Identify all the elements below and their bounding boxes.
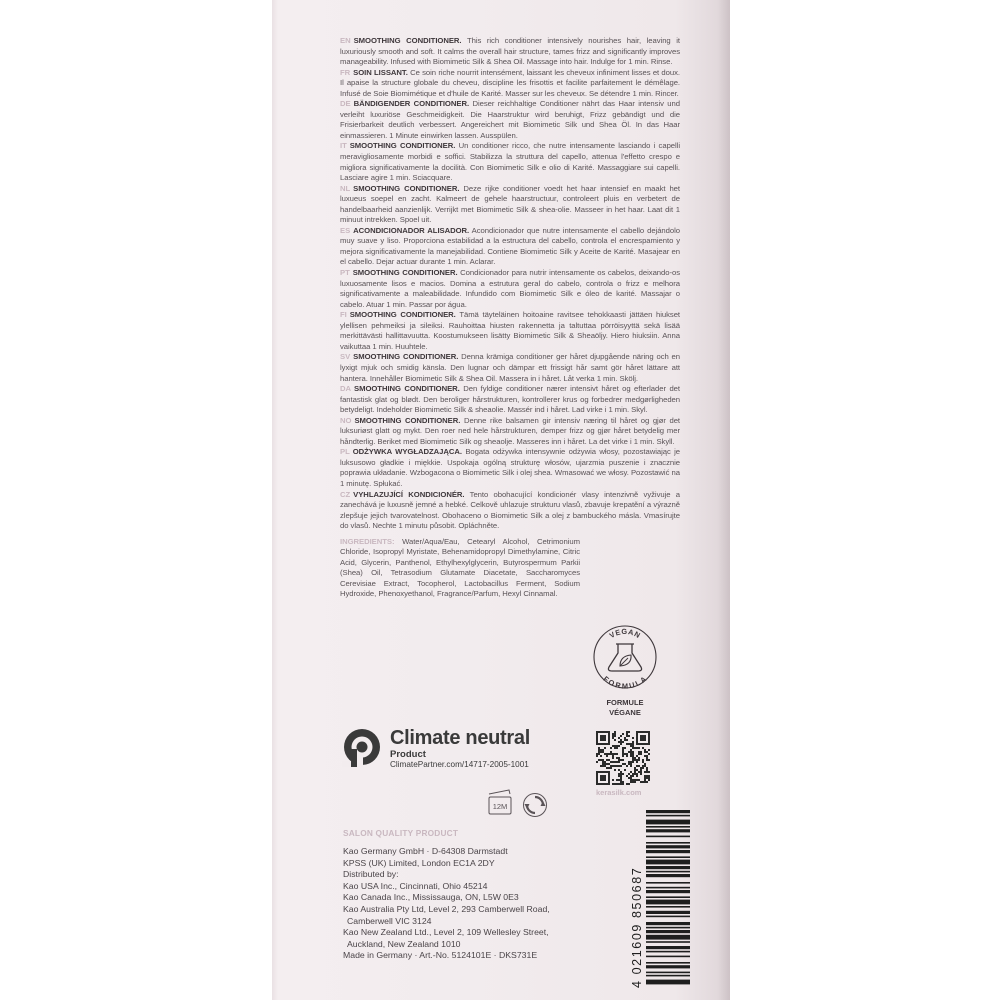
language-code: ES	[340, 225, 351, 235]
instruction-text: Den fyldige conditioner nærer intensivt håret og efterlader det fantastisk glat og blødt. Den beroliger hårstrukturen, kontrollerer krus og forbedrer medgørligheden betydeligt. Indeholder Biomimetic Silk & sheaolie. Massér ind i håret. Lad virke i 1 min. Skyl.	[340, 384, 680, 415]
instruction-paragraph	[340, 352, 680, 384]
manufacturer-address	[343, 846, 603, 962]
instruction-text: Tento obohacující kondicionér vlasy intenzivně vyživuje a zanechává je luxusně jemné a hebké. Celkově uhlazuje strukturu vlasů, zbavuje krepatění a výrazně zlepšuje jejich tvarovatelnost. Obohaceno o Biomimetic Silk a olej z bambuckého másla. Vmasírujte do vlasů. Nechte 1 minutu působit. Opláchněte.	[340, 489, 680, 531]
climate-title: Climate neutral	[390, 727, 530, 749]
language-code: DE	[340, 99, 351, 109]
product-name: SMOOTHING CONDITIONER.	[353, 352, 459, 362]
climate-neutral-label	[340, 725, 580, 773]
address-line: Kao Canada Inc., Mississauga, ON, L5W 0E3	[343, 892, 519, 903]
instruction-text: Ce soin riche nourrit intensément, laissant les cheveux infiniment lisses et doux. Il apaise la structure globale du cheveu, discipline les frisottis et facilite parfaitement le démêlage. Infusé de Soie Biomimétique et d'huile de Karité. Masser sur les cheveux. Se détendre 1 min. Rincer.	[340, 67, 680, 98]
address-line: Auckland, New Zealand 1010	[347, 938, 461, 949]
pao-label: 12M	[492, 802, 508, 811]
instruction-paragraph	[340, 184, 680, 226]
address-line: Camberwell VIC 3124	[347, 915, 432, 926]
instruction-paragraph	[340, 447, 680, 489]
instruction-text: Condicionador para nutrir intensamente os cabelos, deixando-os luxuosamente lisos e macios. Domina a estrutura geral do cabelo, controla o frizz e melhora significativamente a maleabilidade. Infundido com Biomimetic Silk e óleo de karité. Massajar o cabelo. Atuar 1 min. Passar por água.	[340, 268, 681, 309]
language-code: IT	[340, 141, 347, 151]
instruction-paragraph	[340, 310, 680, 352]
vegan-french-label	[590, 698, 660, 717]
product-name: ACONDICIONADOR ALISADOR.	[353, 225, 470, 235]
ean-barcode	[628, 806, 692, 990]
language-code: PT	[340, 268, 350, 278]
language-code: FR	[340, 67, 351, 77]
vegan-top-text: VEGAN	[607, 626, 643, 641]
language-code: EN	[340, 36, 351, 45]
address-line: Distributed by:	[343, 869, 399, 880]
instruction-paragraph	[340, 141, 680, 183]
instruction-paragraph	[340, 226, 680, 268]
brand-url: kerasilk.com	[596, 788, 642, 797]
climate-subtitle: Product	[390, 749, 426, 760]
product-name: SMOOTHING CONDITIONER.	[349, 310, 456, 320]
address-line: Kao New Zealand Ltd., Level 2, 109 Wellesley Street,	[343, 927, 549, 938]
product-name: VYHLAZUJÍCÍ KONDICIONÉR.	[353, 489, 465, 499]
instruction-paragraph	[340, 68, 680, 100]
vegan-bottom-text: FORMULA	[601, 674, 649, 691]
product-name: SMOOTHING CONDITIONER.	[349, 141, 456, 151]
svg-text:FORMULA	[601, 674, 648, 690]
climate-url: ClimatePartner.com/14717-2005-1001	[390, 760, 529, 769]
language-code: SV	[340, 352, 351, 362]
instruction-text: Denne rike balsamen gir intensiv næring til håret og gjør det luksuriøst glatt og mykt. Den roer ned hele hårstrukturen, demper frizz og gjør håret betydelig mer håndterlig. Beriket med Biomimetic Silk og sheaolje. Masseres inn i håret. La det virke i 1 min. Skyll.	[340, 415, 681, 446]
vegan-flask-leaf-icon	[590, 622, 660, 692]
instruction-text: Bogata odżywka intensywnie odżywia włosy, pozostawiając je luksusowo gładkie i miękkie. Uspokaja ogólną strukturę włosów, ujarzmia puszenie i znacznie poprawia układanie. Wzbogacona o Biomimetic Silk i olej shea. Wmasować we włosy. Pozostawić na 1 minutę. Spłukać.	[340, 447, 680, 488]
ingredients-label: INGREDIENTS:	[340, 536, 395, 546]
instruction-text: Un conditioner ricco, che nutre intensamente lasciando i capelli meravigliosamente morbidi e soffici. Stabilizza la struttura del capello, attenua l'effetto crespo e migliora significativamente la docilità. Con Biomimetic Silk e olio di Karité. Massaggiare sui capelli. Lasciare agire 1 min. Sciacquare.	[340, 141, 680, 183]
language-code: NO	[340, 415, 352, 425]
address-line: Made in Germany · Art.-No. 5124101E · DKS731E	[343, 950, 538, 961]
barcode-number: 4 021609 850687	[630, 866, 644, 988]
language-code: CZ	[340, 489, 351, 499]
ingredients-text: Water/Aqua/Eau, Cetearyl Alcohol, Cetrimonium Chloride, Isopropyl Myristate, Behenamidopropyl Dimethylamine, Citric Acid, Glycerin, Panthenol, Ethylhexylglycerin, Butyrospermum Parkii (Shea) Oil, Tetrasodium Glutamate Diacetate, Saccharomyces Cerevisiae Extract, Tocopherol, Lactobacillus Ferment, Sodium Hydroxide, Phenoxyethanol, Fragrance/Parfum, Hexyl Cinnamal.	[340, 536, 580, 599]
instruction-text: Dieser reichhaltige Conditioner nährt das Haar intensiv und verleiht luxuriöse Geschmeidigkeit. Die Haarstruktur wird beruhigt, Frizz gebändigt und die Frisierbarkeit deutlich verbessert. Angereichert mit Biomimetic Silk und Shea Öl. In das Haar einmassieren. 1 Minute einwirken lassen. Ausspülen.	[340, 99, 680, 140]
climatepartner-logo-icon	[342, 727, 382, 767]
address-line: Kao Germany GmbH · D-64308 Darmstadt	[343, 846, 508, 856]
ingredients-paragraph	[340, 537, 580, 600]
open-jar-icon	[485, 788, 515, 818]
bottle-edge-shadow	[718, 0, 730, 1000]
vegan-formula-badge	[590, 622, 660, 692]
instruction-text: Denna krämiga conditioner ger håret djupgående näring och en lyxigt mjuk och smidig känsla. Den lugnar och dämpar ett frissigt hår samt gör håret lättare att hantera. Innehåller Biomimetic Silk & Shea Oil. Massera in i håret. Låt verka 1 min. Skölj.	[340, 352, 681, 383]
product-name: BÄNDIGENDER CONDITIONER.	[353, 99, 470, 109]
instruction-paragraph	[340, 36, 680, 68]
product-name: SMOOTHING CONDITIONER.	[352, 268, 458, 278]
instruction-paragraph	[340, 416, 680, 448]
product-name: SOIN LISSANT.	[353, 67, 408, 77]
address-line: Kao USA Inc., Cincinnati, Ohio 45214	[343, 880, 488, 891]
language-code: PL	[340, 447, 350, 457]
instruction-paragraph	[340, 490, 680, 532]
address-line: Kao Australia Pty Ltd, Level 2, 293 Camberwell Road,	[343, 903, 550, 914]
instruction-paragraph	[340, 268, 680, 310]
address-line: KPSS (UK) Limited, London EC1A 2DY	[343, 857, 495, 868]
product-name: ODŻYWKA WYGŁADZAJĄCA.	[352, 447, 462, 457]
recycle-icon	[522, 792, 548, 818]
product-name: SMOOTHING CONDITIONER.	[353, 36, 462, 45]
qr-code	[596, 731, 650, 785]
product-name: SMOOTHING CONDITIONER.	[353, 183, 460, 193]
multilingual-instructions	[340, 36, 680, 600]
language-code: FI	[340, 310, 347, 320]
vegan-fr-line2: VÉGANE	[609, 707, 641, 717]
instruction-paragraph	[340, 384, 680, 416]
product-name: SMOOTHING CONDITIONER.	[354, 384, 460, 394]
language-code: NL	[340, 183, 351, 193]
instruction-text: This rich conditioner intensively nourishes hair, leaving it luxuriously smooth and soft. It calms the overall hair structure, tames frizz and significantly improves manageability. Infused with Biomimetic Silk & Shea Oil. Massage into hair. Indulge for 1 min. Rinse.	[340, 36, 680, 67]
instruction-text: Deze rijke conditioner voedt het haar intensief en maakt het luxueus soepel en zacht. Kalmeert de gehele haarstructuur, controleert pluis en verbetert de handelbaarheid aanzienlijk. Verrijkt met Biomimetic Silk & shea-olie. Masseer in het haar. Laat dit 1 minuut intrekken. Spoel uit.	[340, 183, 680, 225]
language-code: DA	[340, 384, 352, 394]
product-name: SMOOTHING CONDITIONER.	[354, 415, 461, 425]
instruction-text: Acondicionador que nutre intensamente el cabello dejándolo muy suave y liso. Proporciona estabilidad a la estructura del cabello, controla el encrespamiento y mejora significativamente la manejabilidad. Contiene Biomimetic Silk y Aceite de Karité. Masajear en el cabello. Dejar actuar durante 1 min. Aclarar.	[340, 225, 680, 267]
instruction-paragraph	[340, 99, 680, 141]
vegan-fr-line1: FORMULE	[606, 698, 644, 707]
instruction-text: Tämä täyteläinen hoitoaine ravitsee tehokkaasti jättäen hiukset ylellisen pehmeiksi ja sileiksi. Rauhoittaa hiusten rakennetta ja taltuttaa pörröisyyttä sekä lisää merkittävästi hallittavuutta. Koostumukseen lisätty Biomimetic Silk & Sheaöljy. Hiero hiuksiin. Anna vaikuttaa 1 min. Huuhtele.	[340, 310, 681, 351]
salon-quality-label: SALON QUALITY PRODUCT	[343, 828, 459, 838]
